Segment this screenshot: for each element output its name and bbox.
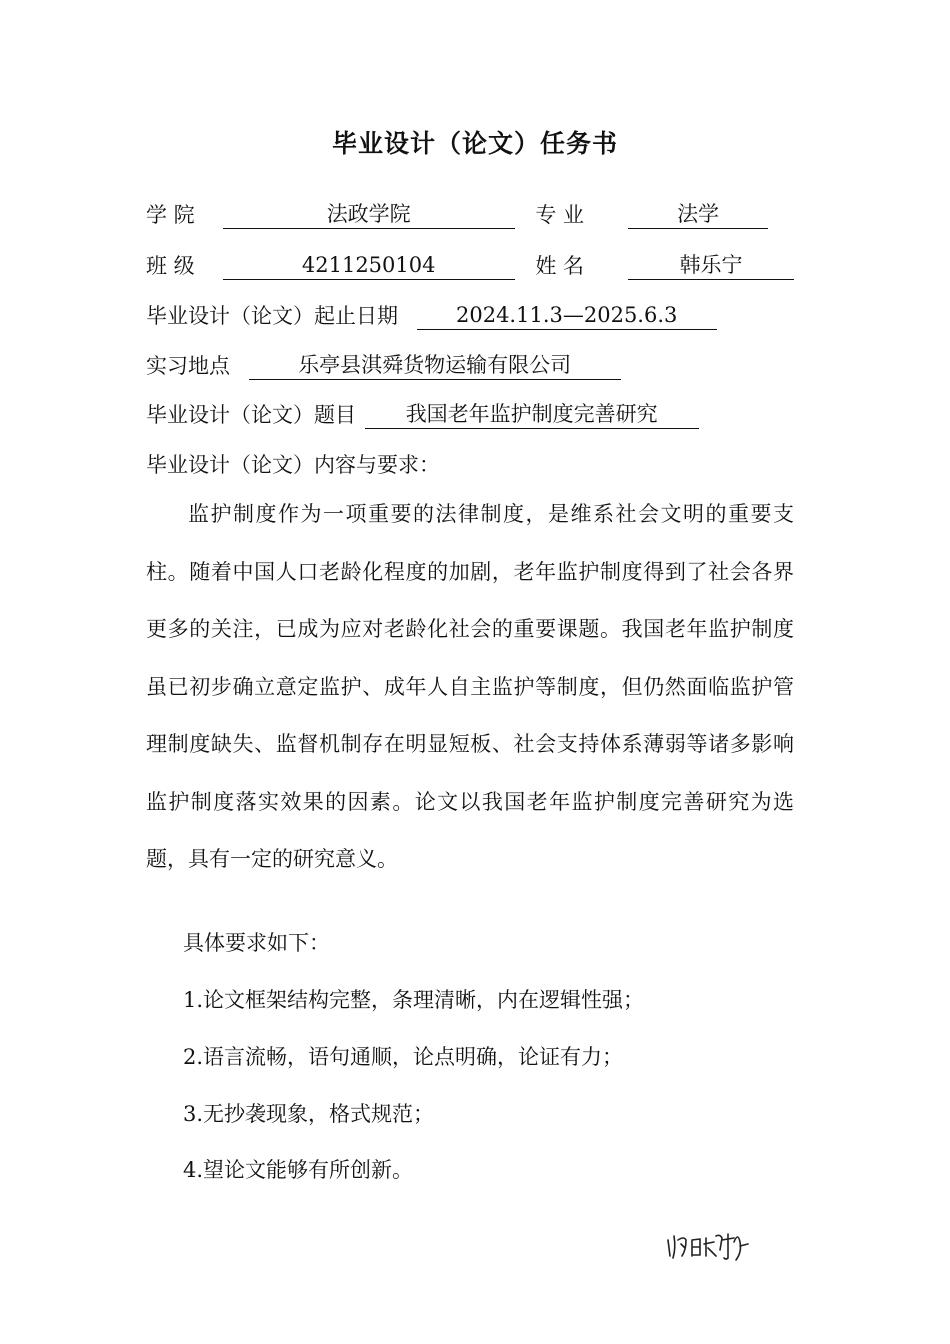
topic-label: 毕业设计（论文）题目 <box>146 403 356 427</box>
major-value: 法学 <box>628 201 768 229</box>
college-value: 法政学院 <box>223 201 515 229</box>
major-label: 专 业 <box>535 203 585 227</box>
name-value: 韩乐宁 <box>628 252 794 280</box>
internship-value: 乐亭县淇舜货物运输有限公司 <box>249 352 621 380</box>
period-value: 2024.11.3—2025.6.3 <box>417 302 717 330</box>
requirement-item: 1.论文框架结构完整，条理清晰，内在逻辑性强； <box>183 988 645 1012</box>
college-label: 学 院 <box>146 203 195 227</box>
requirements-intro: 具体要求如下： <box>183 931 330 955</box>
content-label: 毕业设计（论文）内容与要求： <box>146 453 440 477</box>
handwritten-signature <box>664 1226 754 1266</box>
internship-row <box>146 352 621 380</box>
period-row <box>146 302 717 330</box>
class-value: 4211250104 <box>223 252 515 280</box>
name-label: 姓 名 <box>535 254 585 278</box>
topic-row <box>146 401 699 429</box>
requirement-item: 2.语言流畅，语句通顺，论点明确，论证有力； <box>183 1045 624 1069</box>
document-title: 毕业设计（论文）任务书 <box>331 129 618 158</box>
requirement-item: 4.望论文能够有所创新。 <box>183 1158 414 1182</box>
class-name-row <box>146 252 794 280</box>
period-label: 毕业设计（论文）起止日期 <box>146 304 398 328</box>
topic-value: 我国老年监护制度完善研究 <box>365 401 699 429</box>
content-paragraph: 监护制度作为一项重要的法律制度，是维系社会文明的重要支柱。随着中国人口老龄化程度的加剧，老年监护制度得到了社会各界更多的关注，已成为应对老龄化社会的重要课题。我国老年监护制度虽已初步确立意定监护、成年人自主监护等制度，但仍然面临监护管理制度缺失、监督机制存在明显短板、社会支持体系薄弱等诸多影响监护制度落实效果的因素。论文以我国老年监护制度完善研究为选题，具有一定的研究意义。 <box>146 502 794 871</box>
college-major-row <box>146 201 768 229</box>
content-label-row <box>146 451 440 479</box>
requirement-item: 3.无抄袭现象，格式规范； <box>183 1102 435 1126</box>
internship-label: 实习地点 <box>146 354 230 378</box>
class-label: 班 级 <box>146 254 195 278</box>
